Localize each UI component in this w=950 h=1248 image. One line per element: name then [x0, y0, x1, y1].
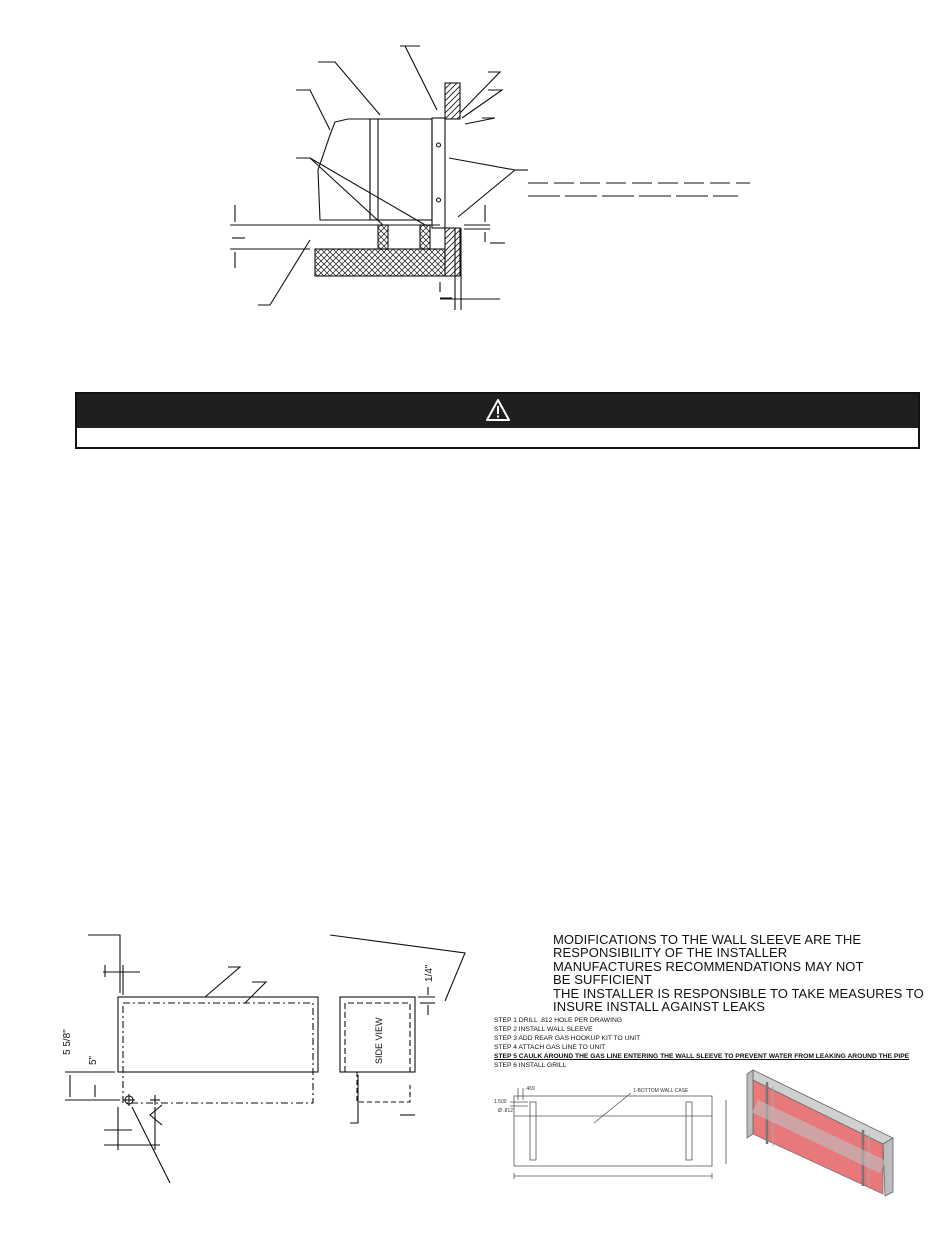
dim-5: 5"	[88, 1055, 99, 1065]
note-line: BE SUFFICIENT	[553, 972, 652, 988]
step-2: STEP 2 INSTALL WALL SLEEVE	[494, 1026, 593, 1033]
floor-slab	[315, 249, 445, 276]
side-view-label: SIDE VIEW	[374, 1017, 384, 1064]
sleeve-front-view	[118, 997, 318, 1072]
heater-front	[370, 119, 432, 220]
wall-sleeve	[432, 118, 445, 228]
note-line: THE INSTALLER IS RESPONSIBLE TO TAKE MEASURES TO	[553, 985, 924, 1001]
warning-header-bar	[77, 394, 918, 428]
wall-sleeve-3d-render	[745, 1064, 915, 1200]
step-5: STEP 5 CAULK AROUND THE GAS LINE ENTERING THE WALL SLEEVE TO PREVENT WATER FROM LEAKING AROUND THE PIPE	[494, 1053, 910, 1060]
wall-upper	[445, 83, 460, 119]
dim-1-4: 1/4"	[424, 964, 435, 982]
wall-lower	[445, 228, 460, 276]
note-line: RESPONSIBILITY OF THE INSTALLER	[553, 945, 788, 961]
bottom-wall-case-drawing	[494, 1078, 734, 1188]
note-line: MODIFICATIONS TO THE WALL SLEEVE ARE THE	[553, 932, 862, 947]
installation-section-diagram	[0, 0, 950, 330]
step-1: STEP 1 DRILL .812 HOLE PER DRAWING	[494, 1017, 622, 1024]
wall-sleeve-drawing	[0, 925, 490, 1190]
step-6: STEP 6 INSTALL GRILL	[494, 1062, 567, 1069]
heater-housing	[318, 119, 370, 220]
case-outline	[514, 1096, 712, 1166]
note-line: INSURE INSTALL AGAINST LEAKS	[553, 999, 766, 1015]
cad-dim-hole: Ø .812	[498, 1108, 514, 1114]
step-4: STEP 4 ATTACH GAS LINE TO UNIT	[494, 1044, 606, 1051]
cad-dim-469: .469	[525, 1086, 535, 1092]
dim-5-5-8: 5 5/8"	[62, 1029, 73, 1055]
installer-notes	[553, 932, 924, 1015]
step-3: STEP 3 ADD REAR GAS HOOKUP KIT TO UNIT	[494, 1035, 641, 1042]
warning-triangle-icon	[485, 398, 511, 422]
warning-box	[75, 392, 920, 449]
installation-steps	[494, 1016, 934, 1070]
note-line: MANUFACTURES RECOMMENDATIONS MAY NOT	[553, 958, 864, 974]
cad-dim-1500: 1.500	[494, 1099, 507, 1105]
cad-callout-label: 1-BOTTOM WALL CASE	[633, 1088, 689, 1094]
